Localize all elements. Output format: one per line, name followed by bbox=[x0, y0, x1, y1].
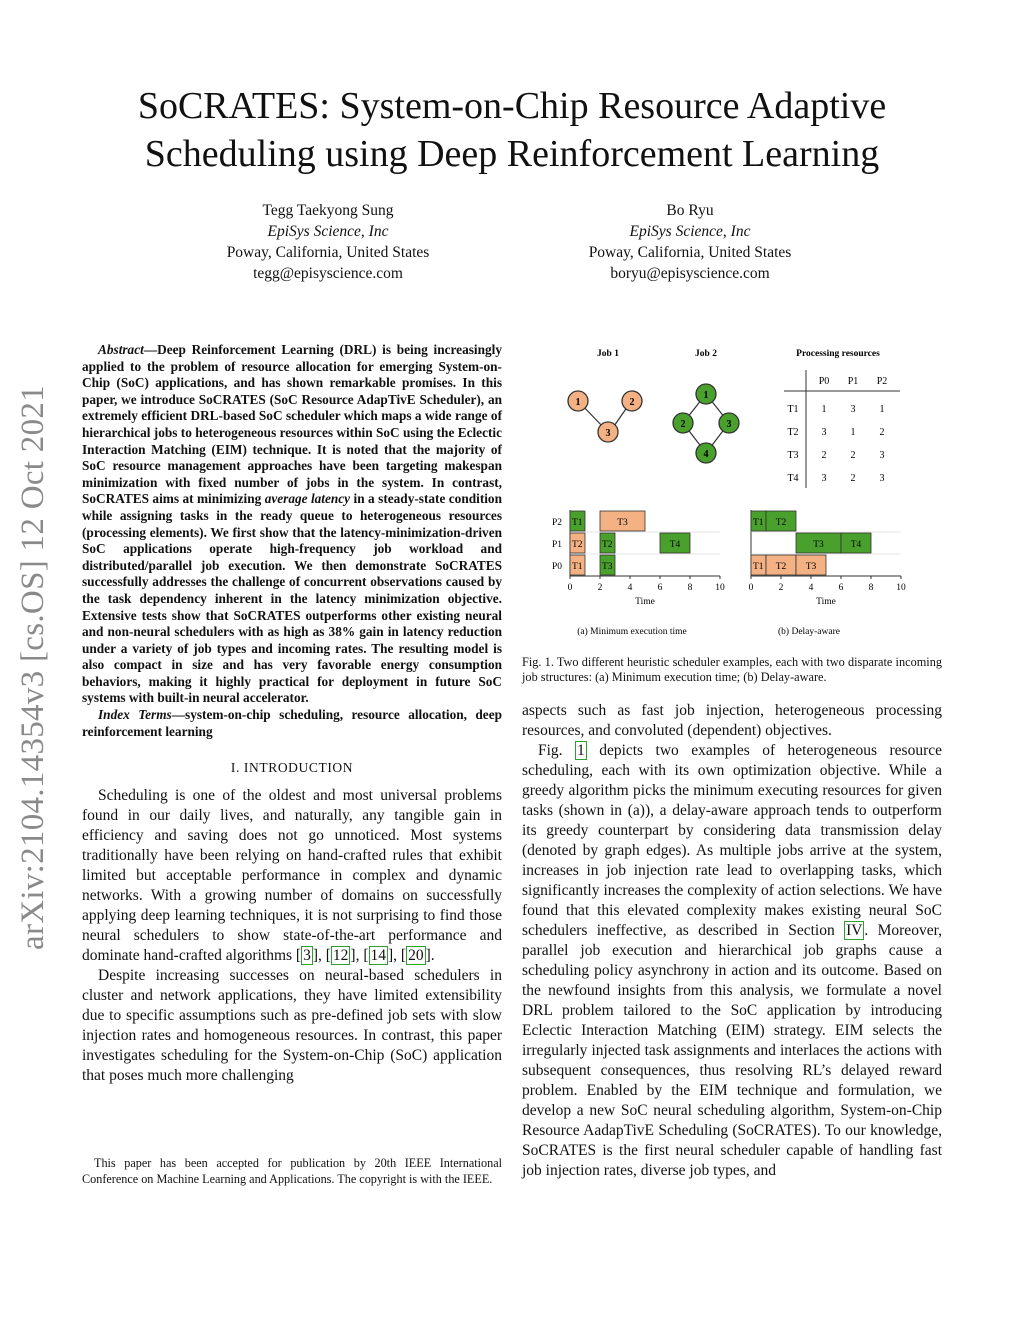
table-cell: 3 bbox=[821, 473, 827, 484]
table-cell: 3 bbox=[821, 427, 827, 438]
table-cell: 1 bbox=[850, 427, 856, 438]
table-cell: 1 bbox=[879, 404, 885, 415]
gantt-row-label: P0 bbox=[551, 562, 562, 572]
table-row-header: T2 bbox=[787, 427, 799, 438]
job2-node-label: 1 bbox=[703, 390, 709, 401]
table-cell: 2 bbox=[821, 450, 827, 461]
gantt-x-label: Time bbox=[635, 597, 655, 607]
table-row-header: T3 bbox=[787, 450, 799, 461]
footnote bbox=[82, 1156, 502, 1187]
author-affiliation: EpiSys Science, Inc bbox=[267, 223, 389, 240]
author-location: Poway, California, United States bbox=[588, 244, 792, 261]
gantt-bar-label: T1 bbox=[572, 518, 583, 528]
citation-link[interactable]: 3 bbox=[303, 947, 311, 965]
intro-text: Scheduling is one of the oldest and most universal problems found in our daily lives, and naturally, any tangible gain in efficiency and saving does not go unnoticed. Most systems traditionally have been relying on hand-crafted rules that exhibit limited but acceptable performance in complex and dynamic networks. With a growing number of domains on successfully applying deep learning techniques, it is not surprising to find those neural schedulers to show state-of-the-art performance and dominate hand-crafted algorithms [ 3 ], [ 12 ], [ 14 ], [ 20 ]. Despite increasing successes on neural-based schedulers in cluster and network applications, they have limited extensibility due to specific assumptions such as pre-defined job sets with slow injection rates and homogeneous resources. In contrast, this paper investigates scheduling for the System-on-Chip (SoC) application that poses much more challenging bbox=[82, 787, 502, 1085]
job2-graph bbox=[673, 384, 739, 463]
subcaption-a: (a) Minimum execution time bbox=[577, 627, 687, 637]
job1-label: Job 1 bbox=[597, 349, 619, 359]
author-1 bbox=[178, 200, 478, 284]
title-line-2: Scheduling using Deep Reinforcement Learning bbox=[144, 133, 880, 175]
abstract-emphasis: average latency bbox=[264, 491, 351, 507]
gantt-row-label: P1 bbox=[551, 540, 562, 550]
method-name: System-on-Chip Resource AadapTivE Scheduling bbox=[522, 1102, 942, 1139]
fig-ref-lead: Fig. bbox=[538, 742, 563, 759]
table-col-header: P0 bbox=[818, 376, 830, 387]
abstract-text: —Deep Reinforcement Learning (DRL) is being increasingly applied to the problem of resource allocation for emerging System-on-Chip (SoC) applications, and has shown remarkable promises. In this paper, we introduce SoCRATES (SoC Resource AdapTivE Scheduler), an extremely efficient DRL-based SoC scheduler which maps a wide range of hierarchical jobs to heterogeneous resources within SoC using the Eclectic Interaction Matching (EIM) technique. It is noted that the majority of SoC resource management approaches have been targeting makespan minimization with fixed number of jobs in the system. In contrast, SoCRATES aims at minimizing bbox=[82, 342, 502, 507]
author-name: Tegg Taekyong Sung bbox=[262, 202, 394, 219]
gantt-tick-label: 6 bbox=[657, 583, 663, 593]
citation-link[interactable]: 20 bbox=[408, 947, 424, 965]
gantt-tick-label: 8 bbox=[687, 583, 693, 593]
abstract bbox=[82, 342, 502, 740]
table-cell: 3 bbox=[879, 473, 885, 484]
job1-node-label: 2 bbox=[629, 397, 635, 408]
table-cell: 2 bbox=[850, 450, 856, 461]
gantt-chart-b bbox=[749, 510, 906, 607]
abstract-text-2: in a steady-state condition while assigning tasks in the ready queue to heterogeneous resources (processing elements). We first show that the latency-minimization-driven SoC applications operate high-frequency job workload and distributed/parallel job execution. We then demonstrate SoCRATES successfully addresses the challenge of concurrent observations caused by the task dependency inherent in the latency minimization objective. Extensive tests show that SoCRATES outperforms other existing neural and non-neural schedulers with as high as 38% gain in latency reduction under a variety of job types and incoming rates. The resulting model is also compact in size and has very favorable energy consumption behaviors, making it highly practical for deployment in future SoC systems with built-in neural accelerator. bbox=[82, 491, 502, 706]
figure-1-graphic bbox=[522, 340, 942, 652]
gantt-tick-label: 10 bbox=[715, 583, 725, 593]
gantt-bar-label: T3 bbox=[805, 562, 817, 572]
gantt-bar-label: T2 bbox=[572, 540, 583, 550]
job1-graph bbox=[568, 391, 642, 442]
table-cell: 3 bbox=[850, 404, 856, 415]
gantt-bar-label: T1 bbox=[753, 518, 764, 528]
job2-node-label: 4 bbox=[703, 449, 709, 460]
table-cell: 1 bbox=[821, 404, 827, 415]
table-cell: 2 bbox=[850, 473, 856, 484]
author-email[interactable]: tegg@episyscience.com bbox=[253, 265, 403, 282]
figure-caption: Fig. 1. Two different heuristic scheduler examples, each with two disparate incoming job structures: (a) Minimum execution time; (b) Delay-aware. bbox=[522, 655, 942, 684]
gantt-bar-label: T4 bbox=[850, 540, 862, 550]
figure-ref-link[interactable]: 1 bbox=[577, 742, 585, 759]
table-col-header: P2 bbox=[876, 376, 888, 387]
intro-paragraph-1: Scheduling is one of the oldest and most universal problems found in our daily lives, and naturally, any tangible gain in efficiency and saving does not go unnoticed. Most systems traditionally have been relying on hand-crafted rules that exhibit limited but acceptable performance in complex and dynamic networks. With a growing number of domains on successfully applying deep learning techniques, it is not surprising to find those neural schedulers to show state-of-the-art performance and dominate hand-crafted algorithms bbox=[82, 787, 502, 965]
index-terms-lead: Index Terms bbox=[98, 707, 172, 723]
job2-node-label: 3 bbox=[726, 419, 732, 430]
index-terms-text: —system-on-chip scheduling, resource allocation, deep reinforcement learning bbox=[82, 707, 502, 739]
left-column bbox=[82, 342, 502, 1086]
citation-link[interactable]: 12 bbox=[332, 947, 349, 965]
gantt-tick-label: 8 bbox=[868, 583, 874, 593]
gantt-bar-label: T1 bbox=[572, 562, 583, 572]
gantt-bar-label: T2 bbox=[775, 518, 787, 528]
gantt-x-label: Time bbox=[816, 597, 836, 607]
gantt-bar-label: T4 bbox=[669, 540, 681, 550]
gantt-chart-a bbox=[552, 510, 725, 607]
subcaption-b: (b) Delay-aware bbox=[778, 627, 840, 637]
job2-node-label: 2 bbox=[680, 419, 686, 430]
author-location: Poway, California, United States bbox=[226, 244, 430, 261]
table-cell: 2 bbox=[879, 427, 885, 438]
table-row-header: T1 bbox=[787, 404, 799, 415]
gantt-bar-label: T2 bbox=[602, 540, 613, 550]
footnote-text: This paper has been accepted for publication by 20th IEEE International Conference on Machine Learning and Applications. The copyright is with the IEEE. bbox=[82, 1156, 502, 1186]
gantt-tick-label: 2 bbox=[597, 583, 603, 593]
processing-resources-label: Processing resources bbox=[796, 349, 880, 359]
gantt-bar-label: T3 bbox=[617, 518, 628, 528]
gantt-tick-label: 4 bbox=[808, 583, 814, 593]
gantt-bar-label: T3 bbox=[813, 540, 824, 550]
arxiv-stamp[interactable]: arXiv:2104.14354v3 [cs.OS] 12 Oct 2021 bbox=[15, 384, 51, 950]
paper-title bbox=[0, 82, 1024, 178]
author-affiliation: EpiSys Science, Inc bbox=[629, 223, 751, 240]
job1-node-label: 3 bbox=[605, 428, 611, 439]
gantt-row-label: P2 bbox=[551, 518, 562, 528]
right-paragraph-1d: (SoCRATES). To our knowledge, SoCRATES is the first neural scheduler capable of handling fast job injection rates, diverse job types, and bbox=[522, 1122, 942, 1179]
gantt-tick-label: 0 bbox=[567, 583, 573, 593]
abstract-lead: Abstract bbox=[98, 342, 144, 357]
table-row-header: T4 bbox=[787, 473, 799, 484]
right-paragraph-0: aspects such as fast job injection, heterogeneous processing resources, and convoluted (dependent) objectives. bbox=[522, 702, 942, 739]
resource-table bbox=[784, 370, 900, 488]
right-column-text bbox=[522, 701, 942, 1181]
section-heading: I. INTRODUCTION bbox=[230, 760, 354, 776]
gantt-bar-label: T1 bbox=[753, 562, 764, 572]
title-line-1: SoCRATES: System-on-Chip Resource Adaptive bbox=[137, 85, 887, 127]
gantt-tick-label: 2 bbox=[778, 583, 784, 593]
author-2 bbox=[540, 200, 840, 284]
section-ref-link[interactable]: IV bbox=[846, 922, 863, 939]
job2-label: Job 2 bbox=[695, 349, 717, 359]
intro-paragraph-2: Despite increasing successes on neural-based schedulers in cluster and network applications, they have limited extensibility due to specific assumptions such as pre-defined job sets with slow injection rates and homogeneous resources. In contrast, this paper investigates scheduling for the System-on-Chip (SoC) application that poses much more challenging bbox=[82, 967, 502, 1085]
gantt-tick-label: 6 bbox=[838, 583, 844, 593]
right-paragraph-1: depicts two examples of heterogeneous resource scheduling, each with its own optimization objective. While a greedy algorithm picks the minimum executing resources for given tasks (shown in (a)), a delay-aware approach tends to outperform its greedy counterpart by considering data transmission delay (denoted by graph edges). As multiple jobs arrive at the system, increases in job injection rate lead to overlapping tasks, which significantly increases the complexity of action selections. We have found that this elevated complexity makes existing neural SoC schedulers ineffective, as described in Section bbox=[522, 742, 942, 939]
figure-1 bbox=[522, 340, 942, 652]
gantt-bar-label: T2 bbox=[775, 562, 787, 572]
table-col-header: P1 bbox=[847, 376, 859, 387]
citation-link[interactable]: 14 bbox=[370, 947, 386, 965]
gantt-tick-label: 0 bbox=[748, 583, 754, 593]
author-email[interactable]: boryu@episyscience.com bbox=[610, 265, 770, 282]
gantt-tick-label: 4 bbox=[627, 583, 633, 593]
table-cell: 3 bbox=[879, 450, 885, 461]
job1-node-label: 1 bbox=[575, 397, 581, 408]
right-paragraph-1c: . Moreover, parallel job execution and hierarchical job graphs cause a scheduling policy asynchrony in action and its outcome. Based on the newfound insights from this analysis, we formulate a novel DRL problem tailored to the SoC application by introducing Eclectic Interaction Matching (EIM) strategy. EIM selects the irregularly injected task assignments and interlaces the actions with subsequent consequences, thus resolving RL’s delayed reward problem. Enabled by the EIM technique and formulation, we develop a new SoC neural scheduling algorithm, bbox=[522, 922, 942, 1119]
gantt-bar-label: T3 bbox=[602, 562, 613, 572]
author-name: Bo Ryu bbox=[666, 202, 714, 219]
gantt-tick-label: 10 bbox=[896, 583, 906, 593]
